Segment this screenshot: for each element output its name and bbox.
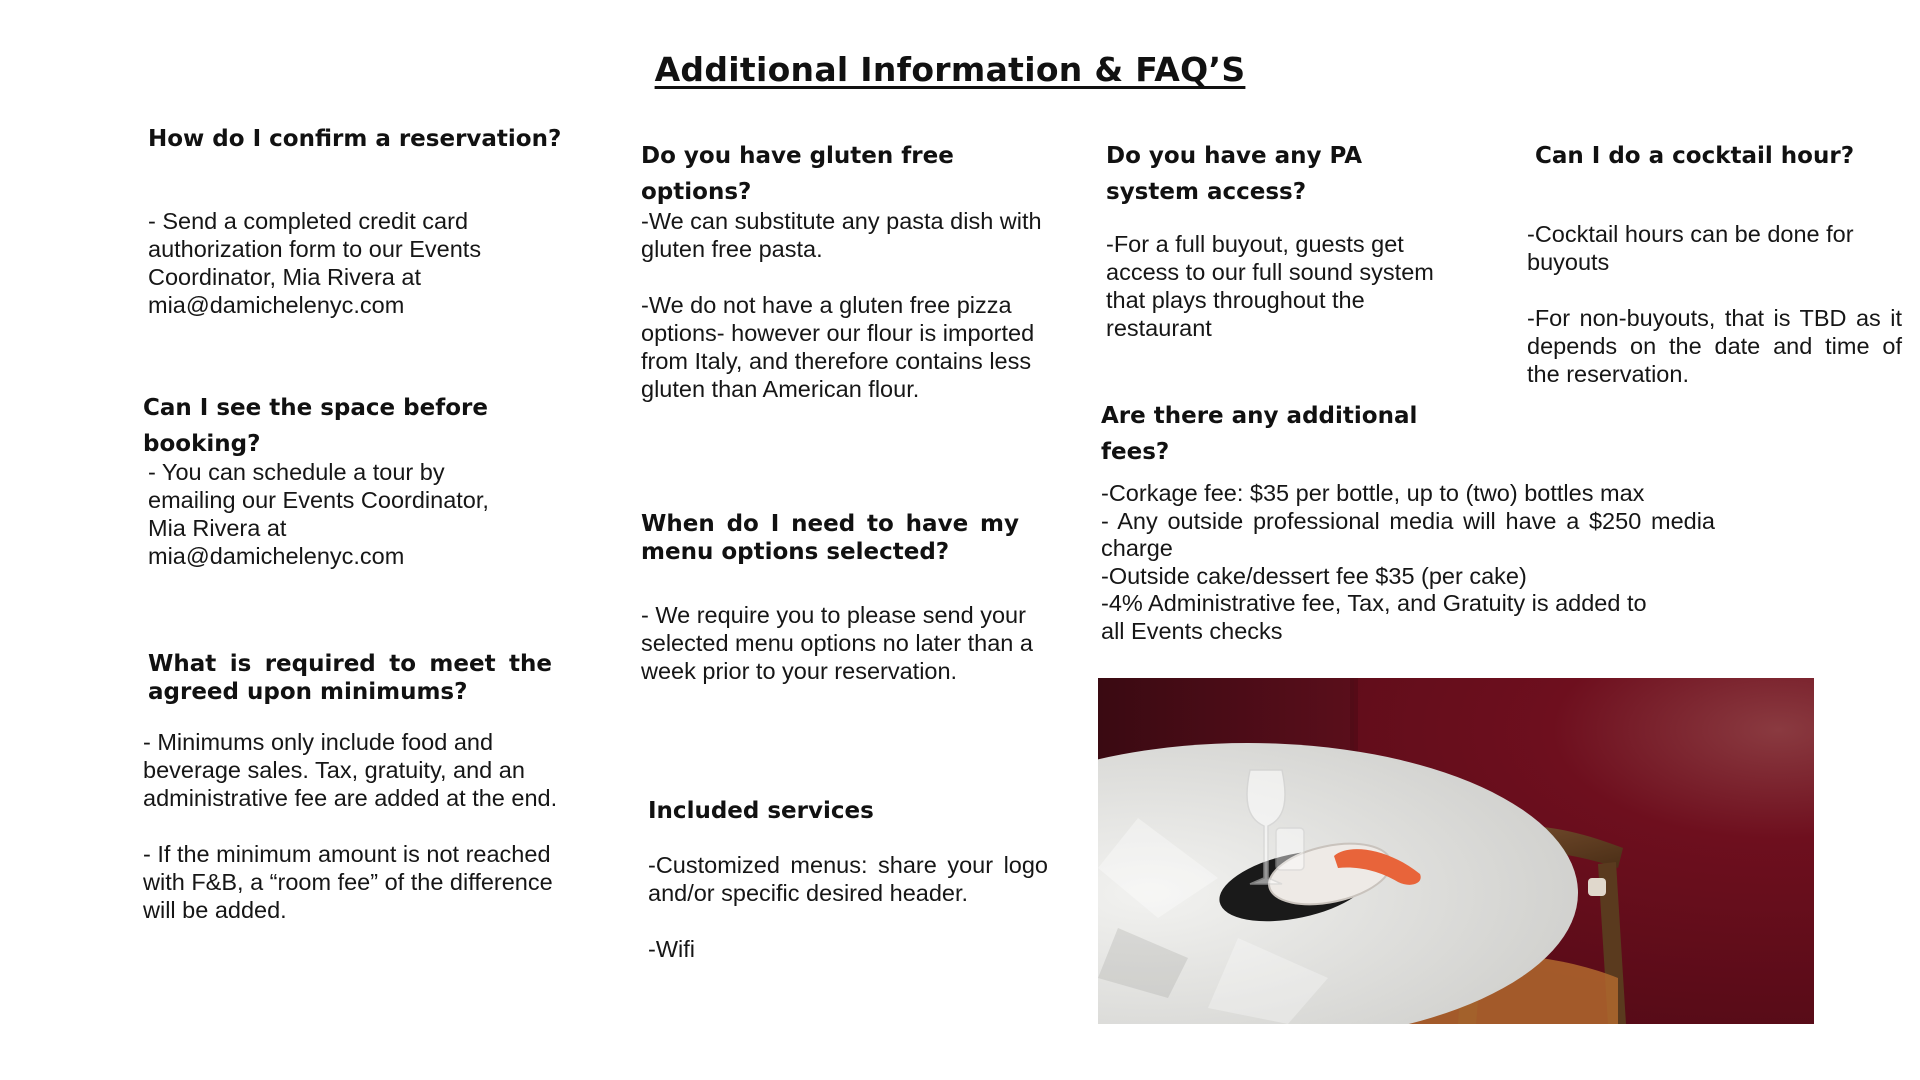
faq-answer-fees <box>1101 480 1715 645</box>
faq-question-menu-deadline: When do I need to have my menu options selected? <box>641 511 1019 565</box>
faq-answer-minimums <box>143 728 563 924</box>
fee-administrative: -4% Administrative fee, Tax, and Gratuity is added to all Events checks <box>1101 590 1647 644</box>
faq-answer-included-2: -Wifi <box>648 936 695 962</box>
fee-cake: -Outside cake/dessert fee $35 (per cake) <box>1101 562 1527 589</box>
fee-media: - Any outside professional media will have a $250 media charge <box>1101 507 1715 561</box>
fee-corkage: -Corkage fee: $35 per bottle, up to (two) bottles max <box>1101 480 1645 506</box>
faq-question-fees: Are there any additional fees? <box>1101 403 1418 465</box>
faq-question-confirm: How do I confirm a reservation? <box>148 126 562 152</box>
faq-answer-minimums-2: - If the minimum amount is not reached with F&B, a “room fee” of the difference will be added. <box>143 841 553 923</box>
faq-answer-included <box>648 851 1048 963</box>
faq-question-gluten: Do you have gluten free options? <box>641 143 954 205</box>
faq-answer-menu-deadline: - We require you to please send your selected menu options no later than a week prior to your reservation. <box>641 602 1033 684</box>
faq-answer-gluten-2: -We do not have a gluten free pizza options- however our flour is imported from Italy, and therefore contains less gluten than American flour. <box>641 292 1035 402</box>
faq-question-minimums: What is required to meet the agreed upon minimums? <box>148 651 552 705</box>
faq-answer-confirm: - Send a completed credit card authorization form to our Events Coordinator, Mia Rivera at mia@damichelenyc.com <box>148 208 482 318</box>
page-title: Additional Information & FAQ’S <box>654 50 1246 89</box>
faq-question-included: Included services <box>648 798 874 824</box>
faq-answer-minimums-1: - Minimums only include food and beverage sales. Tax, gratuity, and an administrative fee are added at the end. <box>143 729 558 811</box>
faq-answer-included-1: -Customized menus: share your logo and/or specific desired header. <box>648 852 1048 906</box>
faq-question-cocktail: Can I do a cocktail hour? <box>1535 143 1855 169</box>
faq-answer-gluten <box>641 207 1051 403</box>
faq-answer-pa-system: -For a full buyout, guests get access to our full sound system that plays throughout the restaurant <box>1106 231 1434 341</box>
faq-answer-gluten-1: -We can substitute any pasta dish with gluten free pasta. <box>641 208 1042 262</box>
restaurant-table-photo <box>1098 678 1814 1024</box>
faq-answer-see-space: - You can schedule a tour by emailing our Events Coordinator, Mia Rivera at mia@damichelenyc.com <box>148 459 489 569</box>
faq-question-pa-system: Do you have any PA system access? <box>1106 143 1363 205</box>
faq-question-see-space: Can I see the space before booking? <box>143 395 488 457</box>
faq-answer-cocktail-1: -Cocktail hours can be done for buyouts <box>1527 221 1854 275</box>
faq-answer-cocktail <box>1527 220 1902 388</box>
faq-answer-cocktail-2: -For non-buyouts, that is TBD as it depends on the date and time of the reservation. <box>1527 305 1902 387</box>
